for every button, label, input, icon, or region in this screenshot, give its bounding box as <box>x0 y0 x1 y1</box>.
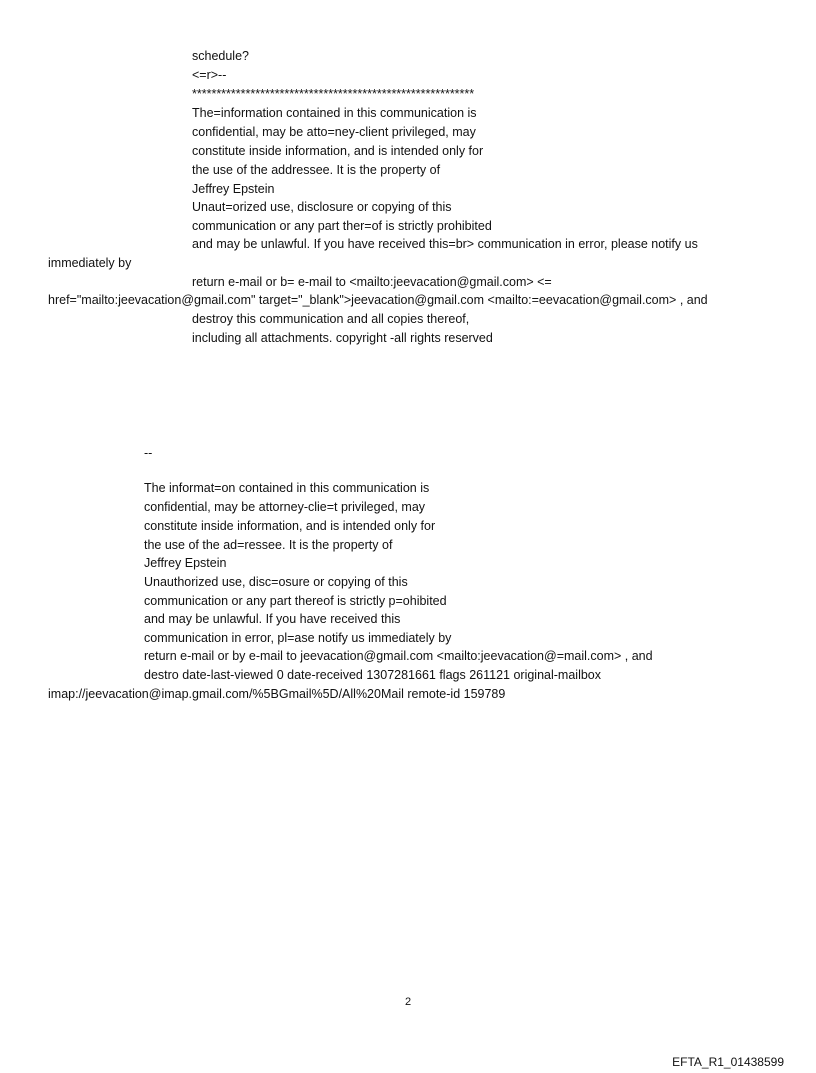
separator-dashes: -- <box>144 446 153 460</box>
text-line: Jeffrey Epstein <box>192 182 275 196</box>
text-line: href="mailto:jeevacation@gmail.com" target="_blank">jeevacation@gmail.com <mailto:=eevacation@gmail.com> , and <box>48 293 708 307</box>
separator-line: ********************************************************** <box>192 87 475 101</box>
text-line: constitute inside information, and is intended only for <box>192 144 484 158</box>
text-line: including all attachments. copyright -all rights reserved <box>192 331 493 345</box>
text-line: the use of the addressee. It is the property of <box>192 163 441 177</box>
text-line: The informat=on contained in this communication is <box>144 481 430 495</box>
text-line: return e-mail or by e-mail to jeevacation@gmail.com <mailto:jeevacation@=mail.com> , and <box>144 649 653 663</box>
text-line: Unauthorized use, disc=osure or copying of this <box>144 575 408 589</box>
text-line: the use of the ad=ressee. It is the property of <box>144 538 393 552</box>
text-line: <=r>-- <box>192 68 227 82</box>
text-line: communication or any part thereof is strictly p=ohibited <box>144 594 447 608</box>
text-line: destroy this communication and all copies thereof, <box>192 312 470 326</box>
document-id: EFTA_R1_01438599 <box>672 1055 784 1069</box>
text-line: immediately by <box>48 256 132 270</box>
text-line: and may be unlawful. If you have received this=br> communication in error, please notify us <box>192 237 698 251</box>
text-line: and may be unlawful. If you have received this <box>144 612 401 626</box>
text-line: confidential, may be attorney-clie=t privileged, may <box>144 500 426 514</box>
text-line: destro date-last-viewed 0 date-received 1307281661 flags 261121 original-mailbox <box>144 668 602 682</box>
text-line: Unaut=orized use, disclosure or copying of this <box>192 200 452 214</box>
text-line: constitute inside information, and is intended only for <box>144 519 436 533</box>
text-line: return e-mail or b= e-mail to <mailto:jeevacation@gmail.com> <= <box>192 275 552 289</box>
text-line: The=information contained in this communication is <box>192 106 477 120</box>
text-line: imap://jeevacation@imap.gmail.com/%5BGmail%5D/All%20Mail remote-id 159789 <box>48 687 506 701</box>
text-line: Jeffrey Epstein <box>144 556 227 570</box>
text-line: communication in error, pl=ase notify us immediately by <box>144 631 452 645</box>
text-line: confidential, may be atto=ney-client privileged, may <box>192 125 476 139</box>
page-number: 2 <box>404 996 412 1008</box>
text-line: schedule? <box>192 49 249 63</box>
text-line: communication or any part ther=of is strictly prohibited <box>192 219 492 233</box>
